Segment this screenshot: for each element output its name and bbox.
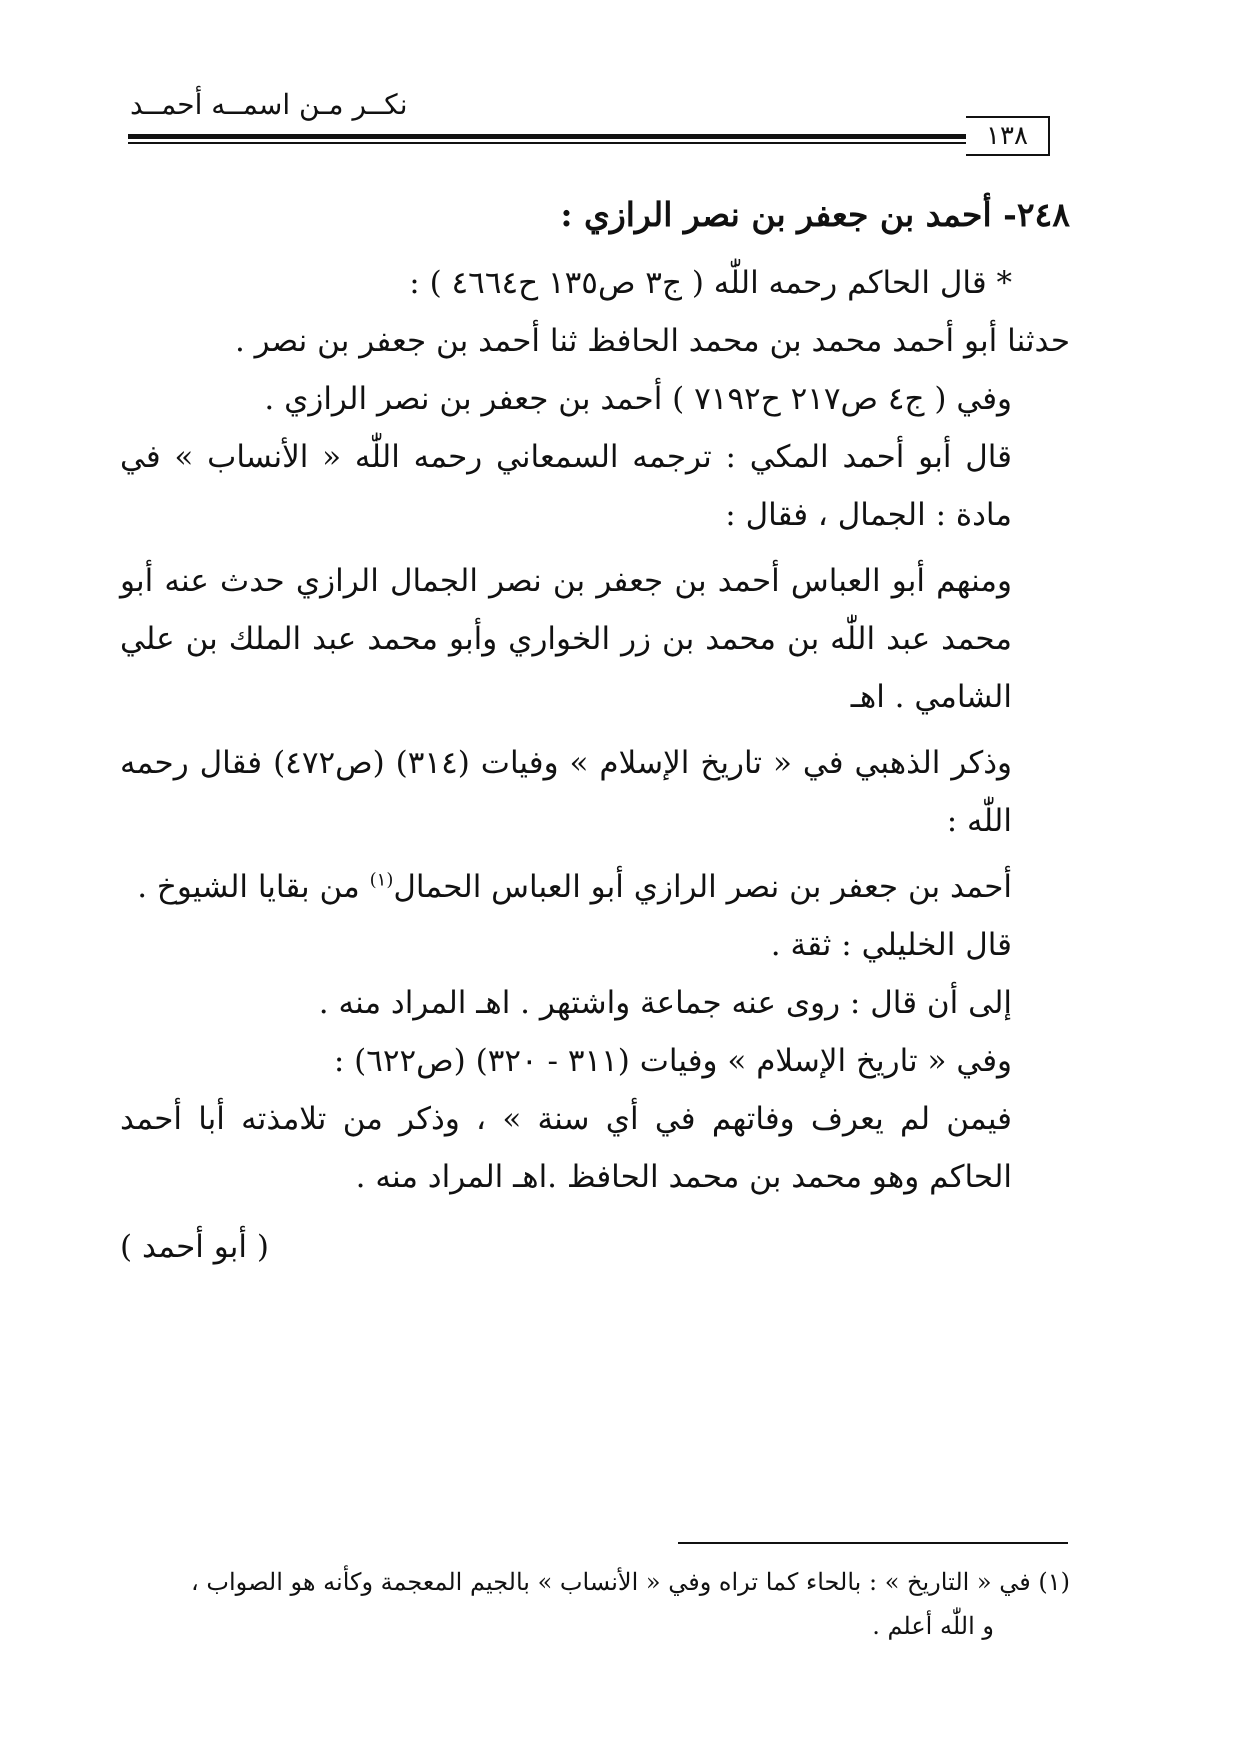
footnote <box>120 1560 1070 1648</box>
main-text <box>120 186 1070 1276</box>
quote-text-tail: من بقايا الشيوخ . <box>137 869 370 905</box>
paragraph: ومنهم أبو العباس أحمد بن جعفر بن نصر الجمال الرازي حدث عنه أبو محمد عبد اللّٰه بن محمد بن زر الخواري وأبو محمد عبد الملك بن علي الشامي . اهـ <box>120 563 1012 715</box>
page-number: ١٣٨ <box>966 116 1050 156</box>
paragraph: حدثنا أبو أحمد محمد بن محمد الحافظ ثنا أحمد بن جعفر بن نصر . <box>234 323 1070 359</box>
footnote-line <box>120 1560 1070 1604</box>
signature: ( أبو أحمد ) <box>120 1229 269 1265</box>
footnote-marker[interactable]: (١) <box>369 869 394 891</box>
footnote-text: في « التاريخ » : بالحاء كما تراه وفي « الأنساب » بالجيم المعجمة وكأنه هو الصواب ، <box>191 1568 1031 1596</box>
paragraph: إلى أن قال : روى عنه جماعة واشتهر . اهـ المراد منه . <box>318 985 1012 1021</box>
header-rule-thick <box>128 134 968 139</box>
running-title: نكــر مـن اسمــه أحمــد <box>130 88 408 121</box>
quote-text: أحمد بن جعفر بن نصر الرازي أبو العباس الحمال <box>393 869 1012 905</box>
paragraph: قال أبو أحمد المكي : ترجمه السمعاني رحمه اللّٰه « الأنساب » في مادة : الجمال ، فقال : <box>120 439 1012 533</box>
footnote-rule <box>678 1542 1068 1544</box>
paragraph: فيمن لم يعرف وفاتهم في أي سنة » ، وذكر من تلامذته أبا أحمد الحاكم وهو محمد بن محمد الحافظ .اهـ المراد منه . <box>120 1101 1012 1195</box>
paragraph: وفي ( ج٤ ص٢١٧ ح٧١٩٢ ) أحمد بن جعفر بن نصر الرازي . <box>264 381 1012 417</box>
paragraph: وفي « تاريخ الإسلام » وفيات (٣١١ - ٣٢٠) (ص٦٢٢) : <box>333 1043 1012 1079</box>
footnote-line: و اللّٰه أعلم . <box>872 1612 994 1640</box>
paragraph: وذكر الذهبي في « تاريخ الإسلام » وفيات (٣١٤) (ص٤٧٢) فقال رحمه اللّٰه : <box>120 745 1013 839</box>
footnote-number: (١) <box>1038 1568 1070 1596</box>
quote-paragraph <box>120 858 1070 916</box>
paragraph: * قال الحاكم رحمه اللّٰه ( ج٣ ص١٣٥ ح٤٦٦٤ ) : <box>409 265 1012 301</box>
header-rule-thin <box>128 142 968 144</box>
entry-heading: ٢٤٨- أحمد بن جعفر بن نصر الرازي : <box>560 195 1070 234</box>
paragraph: قال الخليلي : ثقة . <box>770 927 1012 963</box>
